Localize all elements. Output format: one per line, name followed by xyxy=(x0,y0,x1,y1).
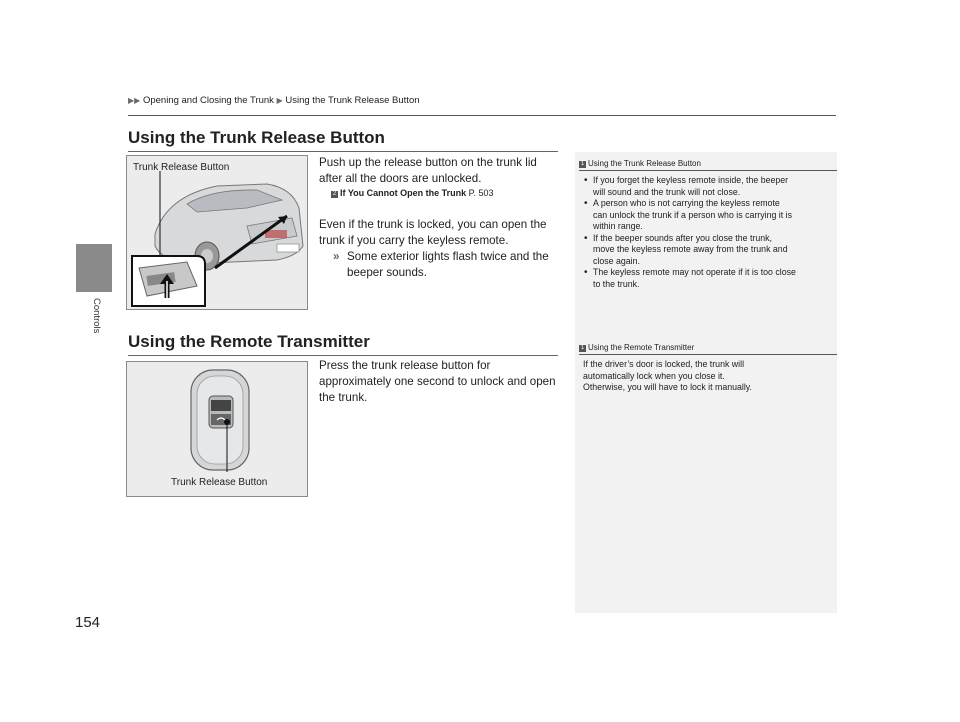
note-paragraph: If the driver’s door is locked, the trunk will automatically lock when you close it. Otherwise, you will have to lock it manually. xyxy=(583,359,753,392)
sub-note: » Some exterior lights flash twice and the beeper sounds. xyxy=(333,250,549,279)
note-bullet: • The keyless remote may not operate if it is too close to the trunk. xyxy=(584,267,834,290)
car-rear-illustration xyxy=(127,156,307,309)
right-triangle-icon: ▶▶ xyxy=(128,96,141,105)
note-divider xyxy=(579,354,837,355)
remote-instruction-paragraph: Press the trunk release button for approximately one second to unlock and open the trunk. xyxy=(319,359,556,404)
note-marker-icon: 1 xyxy=(580,161,585,167)
note-divider xyxy=(579,170,837,171)
side-tab-label: Controls xyxy=(91,298,102,334)
figure-label: Trunk Release Button xyxy=(133,162,230,173)
breadcrumb-item[interactable]: Using the Trunk Release Button xyxy=(285,95,420,106)
note-title: 1 Using the Trunk Release Button xyxy=(580,159,701,168)
note-bullet: • If the beeper sounds after you close the trunk, move the keyless remote away from the trunk and close again. xyxy=(584,233,834,268)
double-chevron-icon: » xyxy=(333,250,340,263)
note-bullet-list xyxy=(584,175,834,290)
note-bullet: • A person who is not carrying the keyless remote can unlock the trunk if a person who is carrying it is within range. xyxy=(584,198,834,233)
header-divider xyxy=(128,115,836,116)
section-heading-remote-transmitter: Using the Remote Transmitter xyxy=(128,332,370,351)
right-triangle-icon: ▶ xyxy=(276,96,283,105)
cross-reference-link[interactable]: 2 If You Cannot Open the Trunk P. 503 xyxy=(332,188,494,198)
heading-divider xyxy=(128,355,558,356)
section-heading-trunk-release: Using the Trunk Release Button xyxy=(128,128,385,147)
breadcrumb-item[interactable]: Opening and Closing the Trunk xyxy=(142,95,274,106)
figure-label: Trunk Release Button xyxy=(171,477,268,488)
section-side-tab xyxy=(76,244,112,292)
keyless-paragraph: Even if the trunk is locked, you can open the trunk if you carry the keyless remote. xyxy=(319,218,547,247)
note-marker-icon: 1 xyxy=(580,345,585,351)
note-title: 1 Using the Remote Transmitter xyxy=(580,343,695,352)
breadcrumb xyxy=(128,95,420,106)
remote-figure xyxy=(126,361,308,497)
heading-divider xyxy=(128,151,558,152)
page-number: 154 xyxy=(75,614,101,631)
keyless-remote-illustration xyxy=(127,362,307,496)
reference-book-icon: 2 xyxy=(332,191,337,197)
instruction-paragraph: Push up the release button on the trunk lid after all the doors are unlocked. xyxy=(319,156,537,185)
note-bullet: • If you forget the keyless remote inside, the beeper will sound and the trunk will not close. xyxy=(584,175,834,198)
trunk-figure xyxy=(126,155,308,310)
